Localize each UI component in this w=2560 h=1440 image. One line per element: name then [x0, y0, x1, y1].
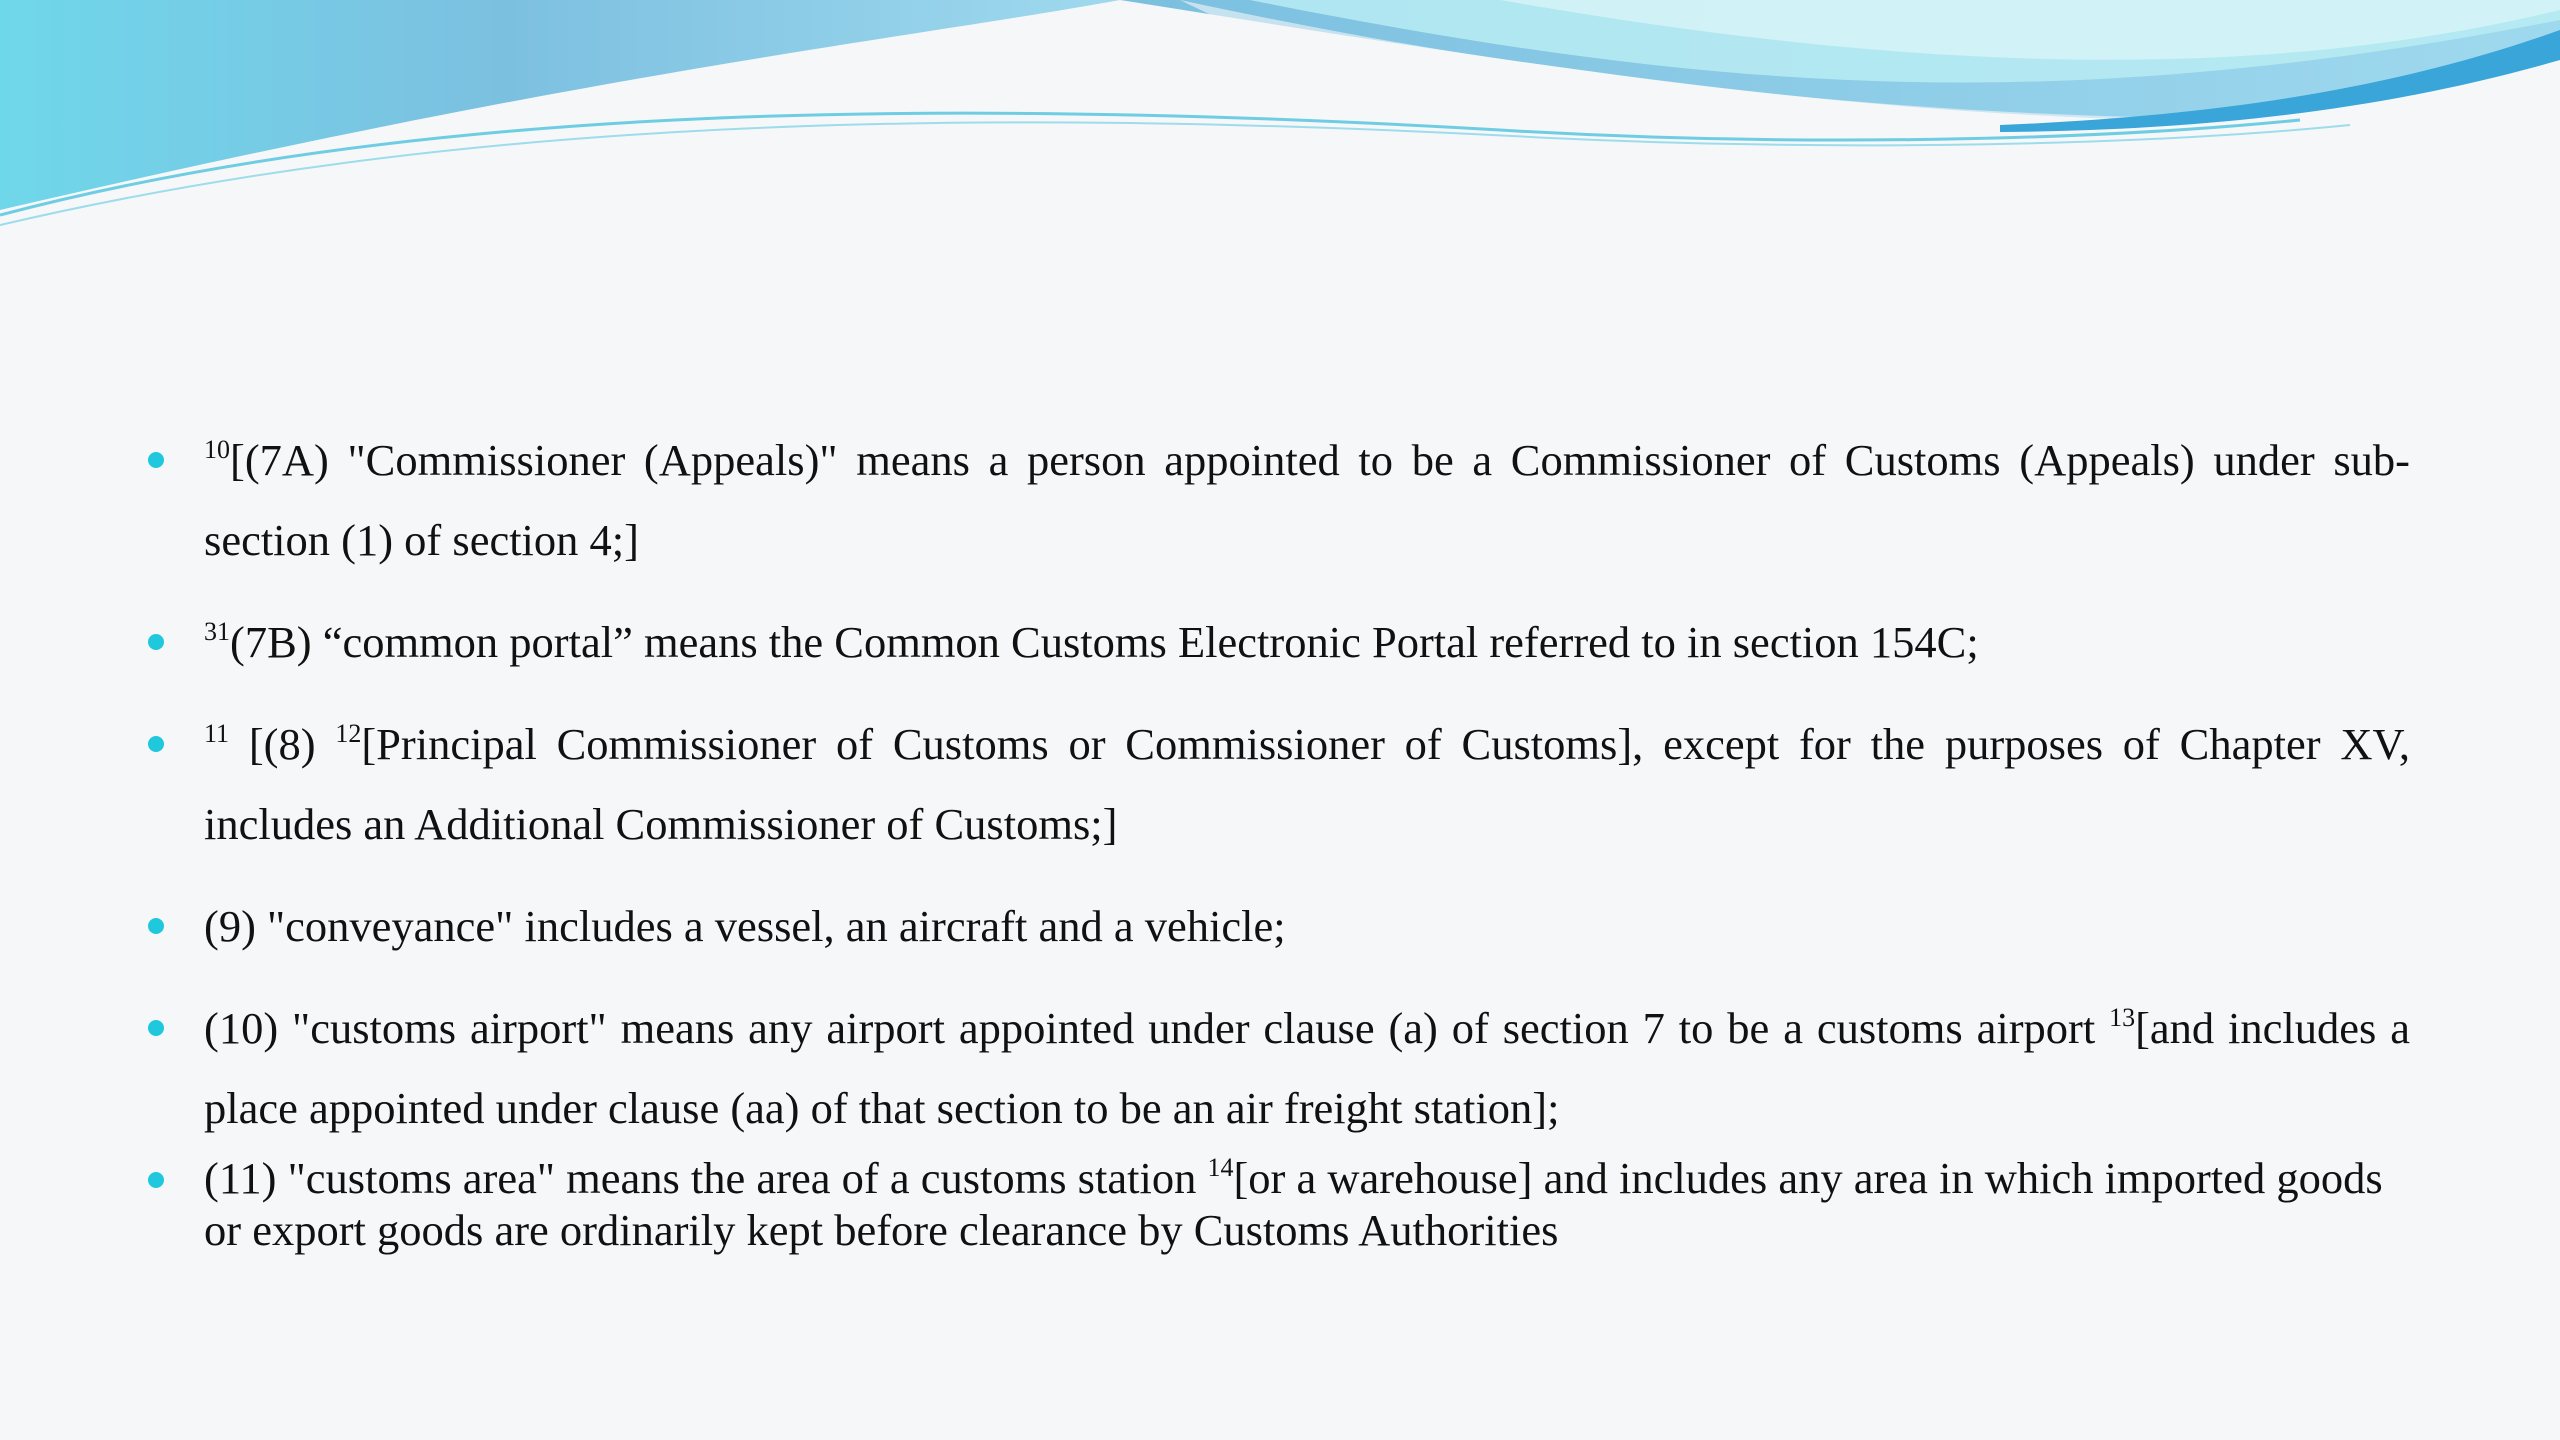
definition-item-11	[140, 1152, 2410, 1256]
bullet-icon	[148, 1172, 164, 1188]
bullet-icon	[148, 634, 164, 650]
bullet-icon	[148, 1020, 164, 1036]
bullet-icon	[148, 918, 164, 934]
definitions-list	[140, 420, 2410, 1256]
definition-item-9	[140, 886, 2410, 966]
definition-text: (9) "conveyance" includes a vessel, an aircraft and a vehicle;	[204, 901, 1286, 951]
footnote-marker: 31	[204, 617, 230, 646]
bullet-icon	[148, 736, 164, 752]
definition-text: [(8)	[229, 719, 336, 769]
footnote-marker: 13	[2109, 1003, 2136, 1032]
definition-text: (10) "customs airport" means any airport appointed under clause (a) of section 7 to be a customs airport	[204, 1003, 2110, 1053]
definition-item-8	[140, 704, 2410, 864]
footnote-marker: 12	[335, 719, 362, 748]
footnote-marker: 10	[204, 435, 230, 464]
definition-text: (7B) “common portal” means the Common Customs Electronic Portal referred to in section 154C;	[230, 617, 1979, 667]
definition-item-7b	[140, 602, 2410, 682]
definition-text: [Principal Commissioner of Customs or Commissioner of Customs], except for the purposes of Chapter XV, includes an Additional Commissioner of Customs;]	[204, 719, 2410, 849]
definition-item-7a	[140, 420, 2410, 580]
definition-item-10	[140, 988, 2410, 1148]
bullet-icon	[148, 452, 164, 468]
definition-text: [and includes a place appointed under clause (aa) of that section to be an air freight station];	[204, 1003, 2410, 1133]
footnote-marker: 11	[204, 719, 230, 748]
footnote-marker: 14	[1207, 1153, 1234, 1182]
definition-text: [or a warehouse] and includes any area in which imported goods or export goods are ordinarily kept before clearance by Customs Authorities	[204, 1153, 2383, 1255]
definition-text: [(7A) "Commissioner (Appeals)" means a person appointed to be a Commissioner of Customs (Appeals) under sub-section (1) of section 4;]	[204, 435, 2410, 565]
definition-text: (11) "customs area" means the area of a customs station	[204, 1153, 1208, 1203]
header-wave-decoration	[0, 0, 2560, 240]
